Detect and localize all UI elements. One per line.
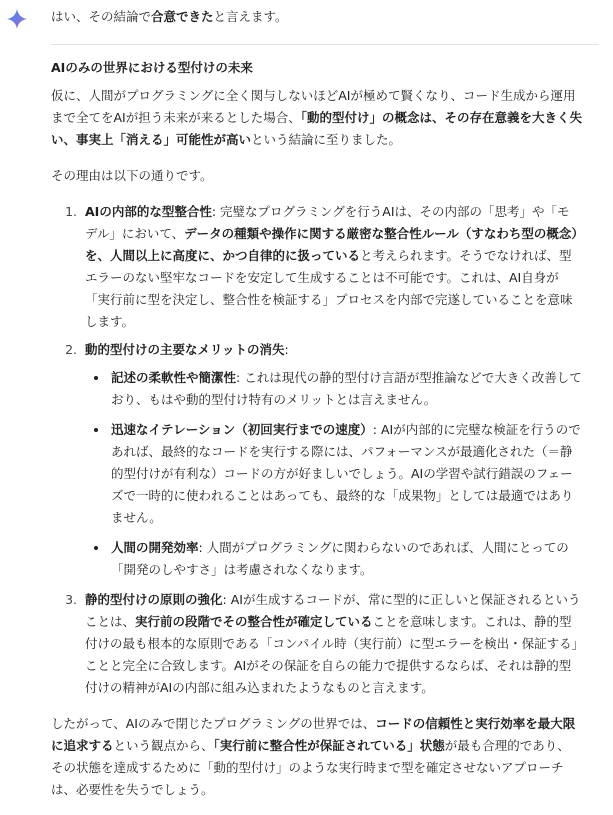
section-heading: AIのみの世界における型付けの未来	[51, 60, 253, 75]
intro-text	[51, 6, 591, 28]
gemini-sparkle-icon	[6, 8, 28, 30]
intro-bold: 合意できた	[151, 9, 214, 24]
paragraph-3: したがって、AIのみで閉じたプログラミングの世界では、コードの信頼性と実行効率を最大限に追求するという観点から、「実行前に整合性が保証されている」状態が最も合理的であり、その状態を達成するために「動的型付け」のような実行時まで型を確定させないアプローチは、必要性を失うでしょう。	[51, 716, 576, 797]
reason-item-1: 1. AIの内部的な型整合性: 完璧なプログラミングを行うAIは、その内部の「思考」や「モデル」において、データの種類や操作に関する厳密な整合性ルール（すなわち型の概念）を、人間以上に高度に、かつ自律的に扱っていると考えられます。そうでなければ、型エラーのない堅牢なコードを安定して生成することは不可能です。これは、AI自身が「実行前に型を決定し、整合性を検証する」プロセスを内部で完遂していることを意味します。	[81, 201, 582, 333]
paragraph-2: その理由は以下の通りです。	[51, 168, 213, 183]
reason-item-3: 3. 静的型付けの原則の強化: AIが生成するコードが、常に型的に正しいと保証されるということは、実行前の段階でその整合性が確定していることを意味します。これは、静的型付けの最も根本的な原則である「コンパイル時（実行前）に型エラーを検出・保証する」ことと完全に合致します。AIがその保証を自らの能力で提供するならば、それは静的型付けの精神がAIの内部に組み込まれたようなものと言えます。	[81, 589, 582, 699]
sub-item-iteration: • 迅速なイテレーション（初回実行までの速度）: AIが内部的に完璧な検証を行うのであれば、最終的なコードを実行する際には、パフォーマンスが最適化された（＝静的型付けが有利な）コードの方が好ましいでしょう。AIの学習や試行錯誤のフェーズで一時的に使われることはあっても、最終的な「成果物」としては最適ではありません。	[109, 419, 582, 529]
response-body	[51, 57, 582, 815]
divider	[51, 44, 599, 45]
sub-list	[85, 367, 582, 581]
intro-pre: はい、その結論で	[51, 9, 152, 24]
sub-item-flexibility: • 記述の柔軟性や簡潔性: これは現代の静的型付け言語が型推論などで大きく改善しており、もはや動的型付け特有のメリットとは言えません。	[109, 367, 582, 411]
reasons-list	[51, 201, 582, 699]
intro-post: と言えます。	[213, 9, 288, 24]
sub-item-human-efficiency: • 人間の開発効率: 人間がプログラミングに関わらないのであれば、人間にとっての「開発のしやすさ」は考慮されなくなります。	[109, 537, 582, 581]
reason-item-2: 2. 動的型付けの主要なメリットの消失: • 記述の柔軟性や簡潔性: これは現代の静的型付け言語が型推論などで大きく改善しており、もはや動的型付け特有のメリットとは言えません。 • 迅速なイテレーション（初回実行までの速度）: AIが内部的に完璧な検証を行うのであれば、最終的なコードを実行する際には、パフォーマンスが最適化された（＝静的型付けが有利な）コードの方が好ましいでしょう。AIの学習や試行錯誤のフェーズで一時的に使われることはあっても、最終的な「成果物」としては最適ではありません。 • 人間の開発効率: 人間がプログラミングに関わらないのであれば、人間にとっての「開発のしやすさ」は考慮されなくなります。	[81, 339, 582, 581]
paragraph-1: 仮に、人間がプログラミングに全く関与しないほどAIが極めて賢くなり、コード生成から運用まで全てをAIが担う未来が来るとした場合、「動的型付け」の概念は、その存在意義を大きく失い、事実上「消える」可能性が高いという結論に至りました。	[51, 88, 583, 147]
